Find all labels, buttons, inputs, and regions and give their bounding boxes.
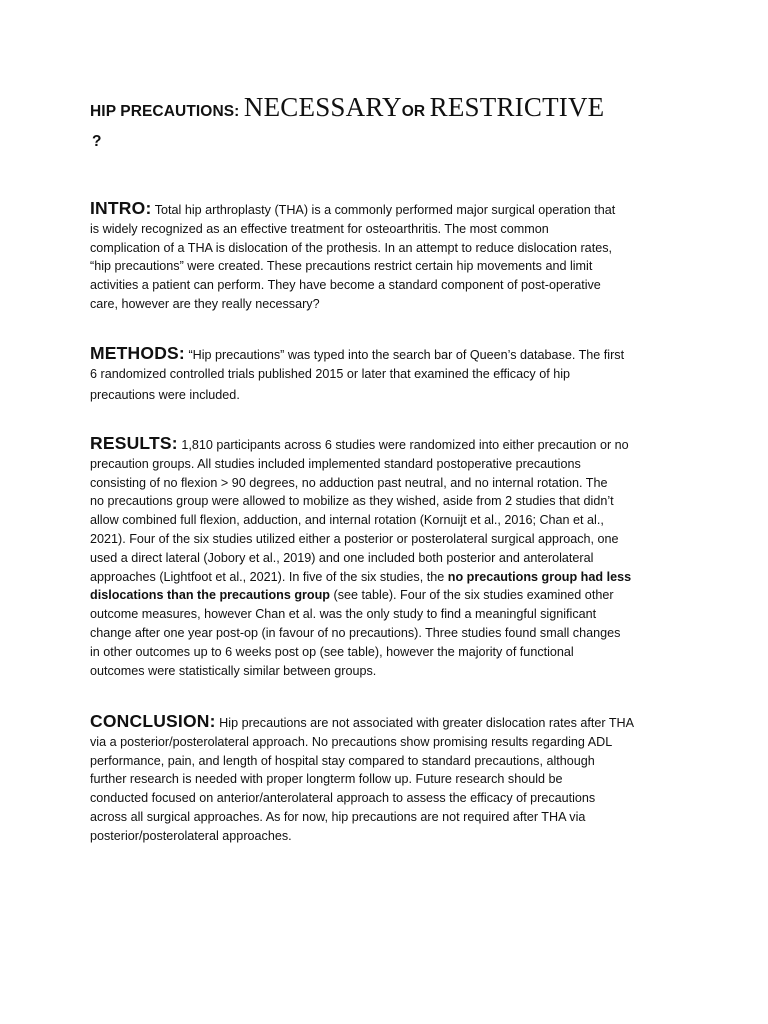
intro-line: activities a patient can perform. They have become a standard component of post-operative	[90, 278, 601, 293]
title-connector: OR	[401, 103, 426, 120]
results-line: 1,810 participants across 6 studies were randomized into either precaution or no	[181, 438, 629, 452]
intro-line: care, however are they really necessary?	[90, 296, 320, 311]
conclusion-section	[90, 712, 682, 846]
intro-line: “hip precautions” were created. These precautions restrict certain hip movements and limit	[90, 259, 593, 274]
title-prefix: HIP PRECAUTIONS:	[90, 103, 240, 120]
conclusion-line: Hip precautions are not associated with greater dislocation rates after THA	[219, 716, 635, 730]
results-line: used a direct lateral (Jobory et al., 2019) and one included both posterior and anterolateral	[90, 550, 594, 565]
title-word-necessary: NECESSARY	[243, 92, 402, 122]
results-line: in other outcomes up to 6 weeks post op (see table), however the majority of functional	[90, 644, 574, 659]
conclusion-line: across all surgical approaches. As for now, hip precautions are not required after THA via	[90, 809, 586, 824]
results-line: outcome measures, however Chan et al. was the only study to find a meaningful significant	[90, 607, 597, 622]
intro-line: Total hip arthroplasty (THA) is a commonly performed major surgical operation that	[154, 203, 616, 217]
results-line: precaution groups. All studies included implemented standard postoperative precautions	[90, 456, 581, 471]
methods-heading: METHODS:	[90, 343, 185, 363]
results-heading: RESULTS:	[90, 433, 178, 453]
results-section	[90, 434, 682, 680]
results-line	[90, 586, 682, 605]
results-line: no precautions group were allowed to mobilize as they wished, aside from 2 studies that didn’t	[90, 494, 614, 509]
results-line-8-normal: approaches (Lightfoot et al., 2021). In five of the six studies, the	[90, 569, 448, 584]
conclusion-heading: CONCLUSION:	[90, 711, 216, 731]
methods-line: 6 randomized controlled trials published 2015 or later that examined the efficacy of hip	[90, 366, 571, 381]
results-line: 2021). Four of the six studies utilized either a posterior or posterolateral surgical approach, one	[90, 531, 619, 546]
results-line: change after one year post-op (in favour of no precautions). Three studies found small changes	[90, 625, 621, 640]
results-line: allow combined full flexion, adduction, and internal rotation (Kornuijt et al., 2016; Chan et al.,	[90, 513, 604, 528]
intro-section	[90, 199, 682, 314]
results-highlight: no precautions group had less	[447, 569, 632, 584]
results-line-9-normal: (see table). Four of the six studies examined other	[330, 588, 614, 603]
conclusion-line: further research is needed with proper longterm follow up. Future research should be	[90, 772, 563, 787]
results-line: consisting of no flexion > 90 degrees, no adduction past neutral, and no internal rotation. The	[90, 475, 608, 490]
intro-heading: INTRO:	[90, 198, 152, 218]
intro-line: complication of a THA is dislocation of the prothesis. In an attempt to reduce dislocation rates,	[90, 240, 612, 255]
title-word-restrictive: RESTRICTIVE	[429, 92, 605, 122]
conclusion-line: conducted focused on anterior/anterolateral approach to assess the efficacy of precautions	[90, 791, 596, 806]
conclusion-line: performance, pain, and length of hospital stay compared to standard precautions, although	[90, 753, 595, 768]
methods-line: precautions were included.	[90, 387, 240, 402]
results-line: outcomes were statistically similar between groups.	[90, 663, 377, 678]
document-title	[90, 94, 690, 121]
intro-line: is widely recognized as an effective treatment for osteoarthritis. The most common	[90, 221, 549, 236]
results-line	[90, 568, 682, 587]
title-question-mark: ?	[92, 133, 102, 150]
conclusion-line: posterior/posterolateral approaches.	[90, 828, 292, 843]
results-highlight: dislocations than the precautions group	[90, 588, 331, 603]
conclusion-line: via a posterior/posterolateral approach. No precautions show promising results regarding ADL	[90, 734, 613, 749]
methods-line: “Hip precautions” was typed into the search bar of Queen’s database. The first	[188, 348, 625, 362]
methods-section	[90, 344, 682, 404]
